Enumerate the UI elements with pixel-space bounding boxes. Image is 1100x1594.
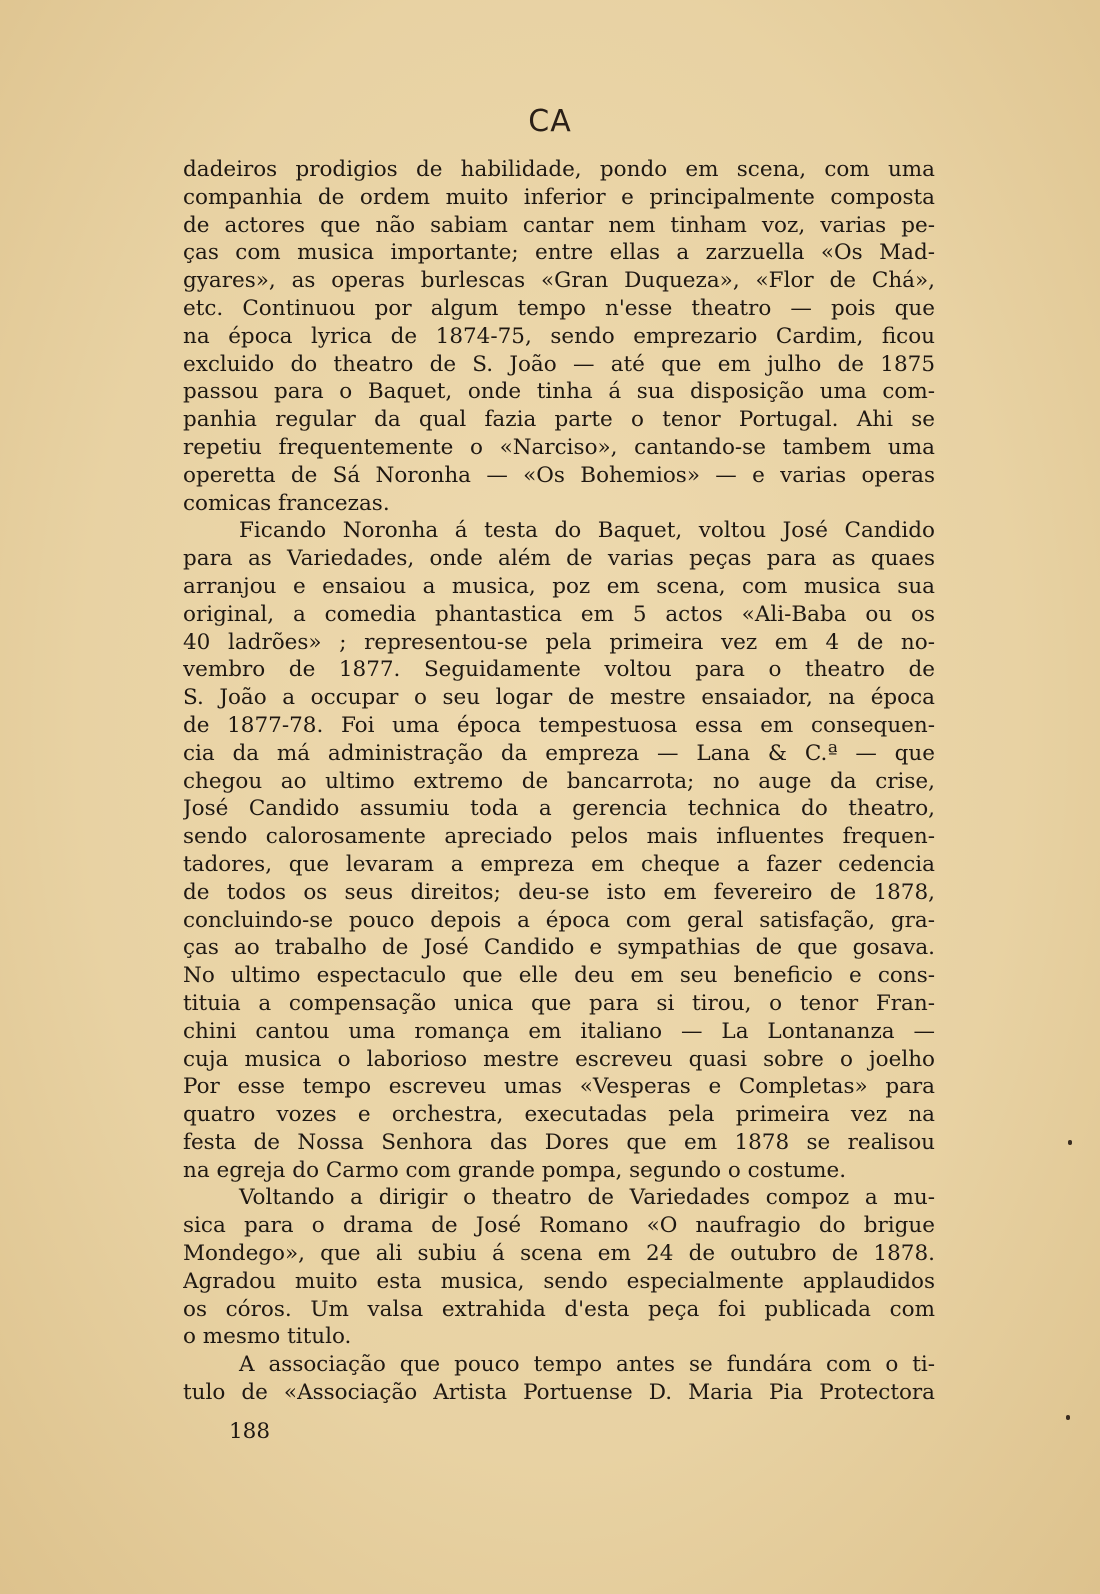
text-line: panhia regular da qual fazia parte o tenor Portugal. Ahi se <box>183 407 935 433</box>
text-line: sendo calorosamente apreciado pelos mais influentes frequen- <box>183 824 935 850</box>
text-line: de 1877-78. Foi uma época tempestuosa essa em consequen- <box>183 712 935 738</box>
text-line: A associação que pouco tempo antes se fundára com o ti- <box>239 1352 935 1378</box>
text-line: na egreja do Carmo com grande pompa, segundo o costume. <box>183 1157 847 1183</box>
paper-speck <box>1066 1415 1070 1420</box>
text-line: tulo de «Associação Artista Portuense D. Maria Pia Protectora <box>183 1380 935 1406</box>
text-line: passou para o Baquet, onde tinha á sua disposição uma com- <box>183 379 935 405</box>
text-line: os córos. Um valsa extrahida d'esta peça foi publicada com <box>183 1296 935 1322</box>
text-line: José Candido assumiu toda a gerencia technica do theatro, <box>183 796 935 822</box>
text-line: quatro vozes e orchestra, executadas pela primeira vez na <box>183 1102 935 1128</box>
text-line: gyares», as operas burlescas «Gran Duqueza», «Flor de Chá», <box>183 268 935 294</box>
text-line: de todos os seus direitos; deu-se isto em fevereiro de 1878, <box>183 879 935 905</box>
running-head: CA <box>528 104 572 139</box>
text-line: operetta de Sá Noronha — «Os Bohemios» — e varias operas <box>183 462 935 488</box>
text-line: tituia a compensação unica que para si tirou, o tenor Fran- <box>183 990 935 1016</box>
text-line: concluindo-se pouco depois a época com geral satisfação, gra- <box>183 907 935 933</box>
text-line: excluido do theatro de S. João — até que em julho de 1875 <box>183 351 935 377</box>
body-text <box>183 156 935 1407</box>
text-line: na época lyrica de 1874-75, sendo emprezario Cardim, ficou <box>183 323 935 349</box>
text-line: companhia de ordem muito inferior e principalmente composta <box>183 184 935 210</box>
text-line: arranjou e ensaiou a musica, poz em scena, com musica sua <box>183 573 935 599</box>
text-line: tadores, que levaram a empreza em cheque a fazer cedencia <box>183 851 935 877</box>
text-line: original, a comedia phantastica em 5 actos «Ali-Baba ou os <box>183 601 935 627</box>
text-line: vembro de 1877. Seguidamente voltou para o theatro de <box>183 657 935 683</box>
text-line: Ficando Noronha á testa do Baquet, voltou José Candido <box>239 518 935 544</box>
text-line: festa de Nossa Senhora das Dores que em 1878 se realisou <box>183 1129 935 1155</box>
paper-speck <box>1068 1140 1072 1145</box>
text-line: dadeiros prodigios de habilidade, pondo em scena, com uma <box>183 157 935 182</box>
text-line: para as Variedades, onde além de varias peças para as quaes <box>183 546 935 572</box>
text-line: comicas francezas. <box>183 490 390 516</box>
text-line: de actores que não sabiam cantar nem tinham voz, varias pe- <box>183 212 935 238</box>
text-line: Agradou muito esta musica, sendo especialmente applaudidos <box>183 1268 935 1294</box>
text-line: cuja musica o laborioso mestre escreveu quasi sobre o joelho <box>183 1046 935 1072</box>
text-line: S. João a occupar o seu logar de mestre ensaiador, na época <box>183 685 935 711</box>
text-line: Voltando a dirigir o theatro de Variedades compoz a mu- <box>239 1185 935 1211</box>
text-line: chegou ao ultimo extremo de bancarrota; no auge da crise, <box>183 768 935 794</box>
text-line: ças com musica importante; entre ellas a zarzuella «Os Mad- <box>183 240 935 266</box>
text-line: 40 ladrões» ; representou-se pela primeira vez em 4 de no- <box>183 629 935 655</box>
text-line: Mondego», que ali subiu á scena em 24 de outubro de 1878. <box>183 1241 935 1267</box>
text-line: etc. Continuou por algum tempo n'esse theatro — pois que <box>183 295 935 321</box>
text-line: ças ao trabalho de José Candido e sympathias de que gosava. <box>183 935 935 961</box>
text-line: o mesmo titulo. <box>183 1324 352 1350</box>
text-line: Por esse tempo escreveu umas «Vesperas e Completas» para <box>183 1074 935 1100</box>
text-line: cia da má administração da empreza — Lana & C.ª — que <box>183 740 935 766</box>
text-line: sica para o drama de José Romano «O naufragio do brigue <box>183 1213 935 1239</box>
text-line: No ultimo espectaculo que elle deu em seu beneficio e cons- <box>183 963 935 989</box>
page-number: 188 <box>229 1419 271 1444</box>
text-line: chini cantou uma romança em italiano — La Lontananza — <box>183 1018 935 1044</box>
text-line: repetiu frequentemente o «Narciso», cantando-se tambem uma <box>183 434 935 460</box>
